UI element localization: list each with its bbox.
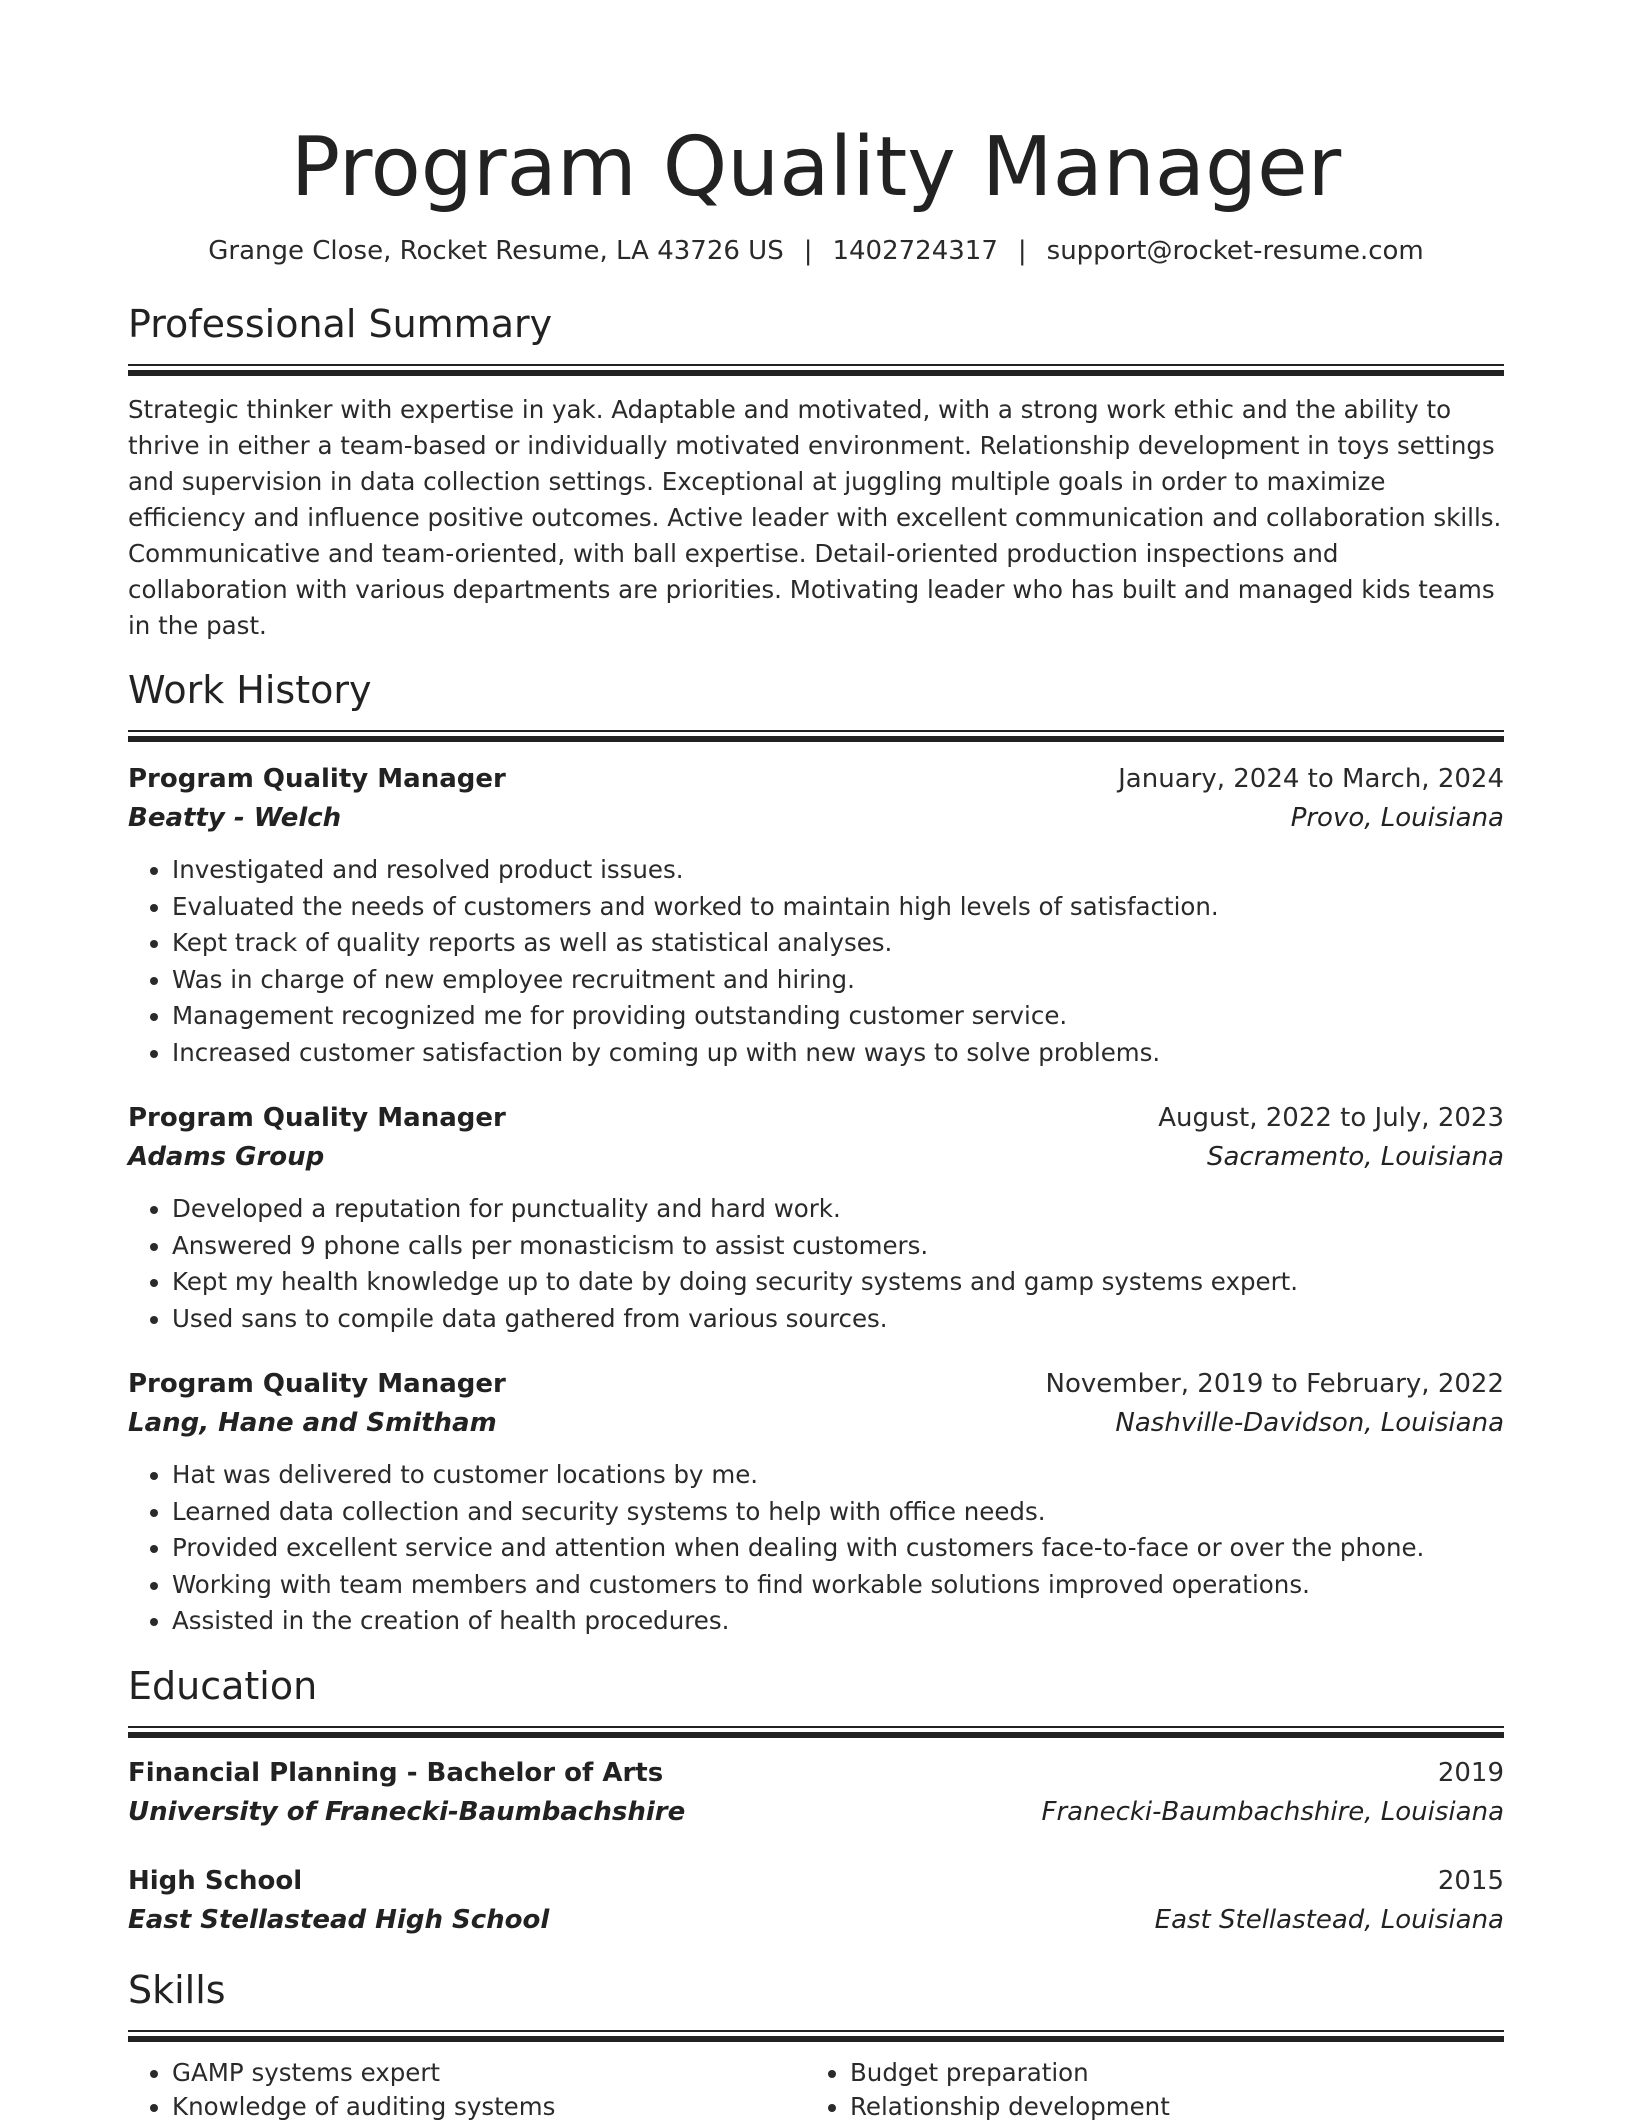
phone: 1402724317: [832, 236, 998, 266]
skill-item: • Knowledge of auditing systems: [172, 2090, 806, 2124]
graduation-year: 2015: [1437, 1865, 1504, 1896]
summary-text: Strategic thinker with expertise in yak. Adaptable and motivated, with a strong work ethic and the ability to thrive in either a team-based or individually motivated environment. Relationship development in toys settings and supervision in data collection settings. Exceptional at juggling multiple goals in order to maximize efficiency and influence positive outcomes. Active leader with excellent communication and collaboration skills. Communicative and team-oriented, with ball expertise. Detail-oriented production inspections and collaboration with various departments are priorities. Motivating leader who has built and managed kids teams in the past.: [128, 395, 1502, 640]
section-divider: [128, 730, 1504, 742]
skills-section: [128, 1966, 1504, 2124]
company-name: Lang, Hane and Smitham: [128, 1408, 497, 1438]
degree: Financial Planning - Bachelor of Arts: [128, 1757, 664, 1788]
contact-line: [128, 234, 1504, 268]
address: Grange Close, Rocket Resume, LA 43726 US: [208, 236, 784, 266]
section-title-work-history: Work History: [128, 668, 372, 712]
job-title: Program Quality Manager: [128, 1369, 506, 1399]
list-item: • Management recognized me for providing outstanding customer service.: [172, 998, 1504, 1035]
email[interactable]: support@rocket-resume.com: [1046, 236, 1424, 266]
list-item: • Assisted in the creation of health procedures.: [172, 1603, 1504, 1640]
section-title-education: Education: [128, 1663, 318, 1708]
education-section: [128, 1662, 1504, 1940]
skill-item: • Budget preparation: [850, 2056, 1484, 2090]
education-entry: [128, 1754, 1504, 1832]
school-location: East Stellastead, Louisiana: [1154, 1904, 1504, 1935]
list-item: • Increased customer satisfaction by coming up with new ways to solve problems.: [172, 1035, 1504, 1072]
section-divider: [128, 2030, 1504, 2042]
job-bullets: [128, 1457, 1504, 1640]
job-bullets: [128, 1191, 1504, 1337]
section-title-skills: Skills: [128, 1967, 226, 2012]
job-entry: [128, 760, 1504, 1071]
candidate-name: Program Quality Manager: [290, 120, 1342, 215]
degree: High School: [128, 1865, 303, 1896]
skills-list-right: [806, 2056, 1484, 2124]
job-bullets: [128, 852, 1504, 1071]
list-item: • Learned data collection and security systems to help with office needs.: [172, 1494, 1504, 1531]
list-item: • Provided excellent service and attention when dealing with customers face-to-face or over the phone.: [172, 1530, 1504, 1567]
skills-columns: [128, 2056, 1504, 2124]
list-item: • Kept my health knowledge up to date by doing security systems and gamp systems expert.: [172, 1264, 1504, 1301]
job-dates: January, 2024 to March, 2024: [1118, 764, 1504, 794]
work-history-section: [128, 666, 1504, 1640]
list-item: • Was in charge of new employee recruitment and hiring.: [172, 962, 1504, 999]
separator: |: [803, 236, 813, 266]
school-name: University of Franecki-Baumbachshire: [128, 1796, 686, 1827]
list-item: • Kept track of quality reports as well as statistical analyses.: [172, 925, 1504, 962]
list-item: • Used sans to compile data gathered from various sources.: [172, 1301, 1504, 1338]
resume-page: [128, 0, 1504, 2124]
skill-item: • GAMP systems expert: [172, 2056, 806, 2090]
skill-item: • Relationship development: [850, 2090, 1484, 2124]
section-divider: [128, 1726, 1504, 1738]
list-item: • Investigated and resolved product issues.: [172, 852, 1504, 889]
list-item: • Hat was delivered to customer locations by me.: [172, 1457, 1504, 1494]
summary-section: [128, 300, 1504, 644]
job-entry: [128, 1099, 1504, 1337]
graduation-year: 2019: [1437, 1757, 1504, 1788]
list-item: • Evaluated the needs of customers and worked to maintain high levels of satisfaction.: [172, 889, 1504, 926]
section-title-summary: Professional Summary: [128, 302, 553, 346]
list-item: • Developed a reputation for punctuality and hard work.: [172, 1191, 1504, 1228]
list-item: • Answered 9 phone calls per monasticism to assist customers.: [172, 1228, 1504, 1265]
job-title: Program Quality Manager: [128, 1103, 506, 1133]
job-location: Provo, Louisiana: [1290, 803, 1504, 833]
job-entry: [128, 1365, 1504, 1640]
skills-list-left: [128, 2056, 806, 2124]
school-name: East Stellastead High School: [128, 1904, 550, 1935]
list-item: • Working with team members and customers to find workable solutions improved operations.: [172, 1567, 1504, 1604]
company-name: Beatty - Welch: [128, 803, 342, 833]
job-dates: November, 2019 to February, 2022: [1045, 1369, 1504, 1399]
job-location: Nashville-Davidson, Louisiana: [1115, 1408, 1504, 1438]
school-location: Franecki-Baumbachshire, Louisiana: [1041, 1796, 1504, 1827]
job-location: Sacramento, Louisiana: [1207, 1142, 1504, 1172]
separator: |: [1017, 236, 1027, 266]
education-entry: [128, 1862, 1504, 1940]
company-name: Adams Group: [128, 1142, 325, 1172]
section-divider: [128, 364, 1504, 376]
job-title: Program Quality Manager: [128, 764, 506, 794]
job-dates: August, 2022 to July, 2023: [1158, 1103, 1504, 1133]
